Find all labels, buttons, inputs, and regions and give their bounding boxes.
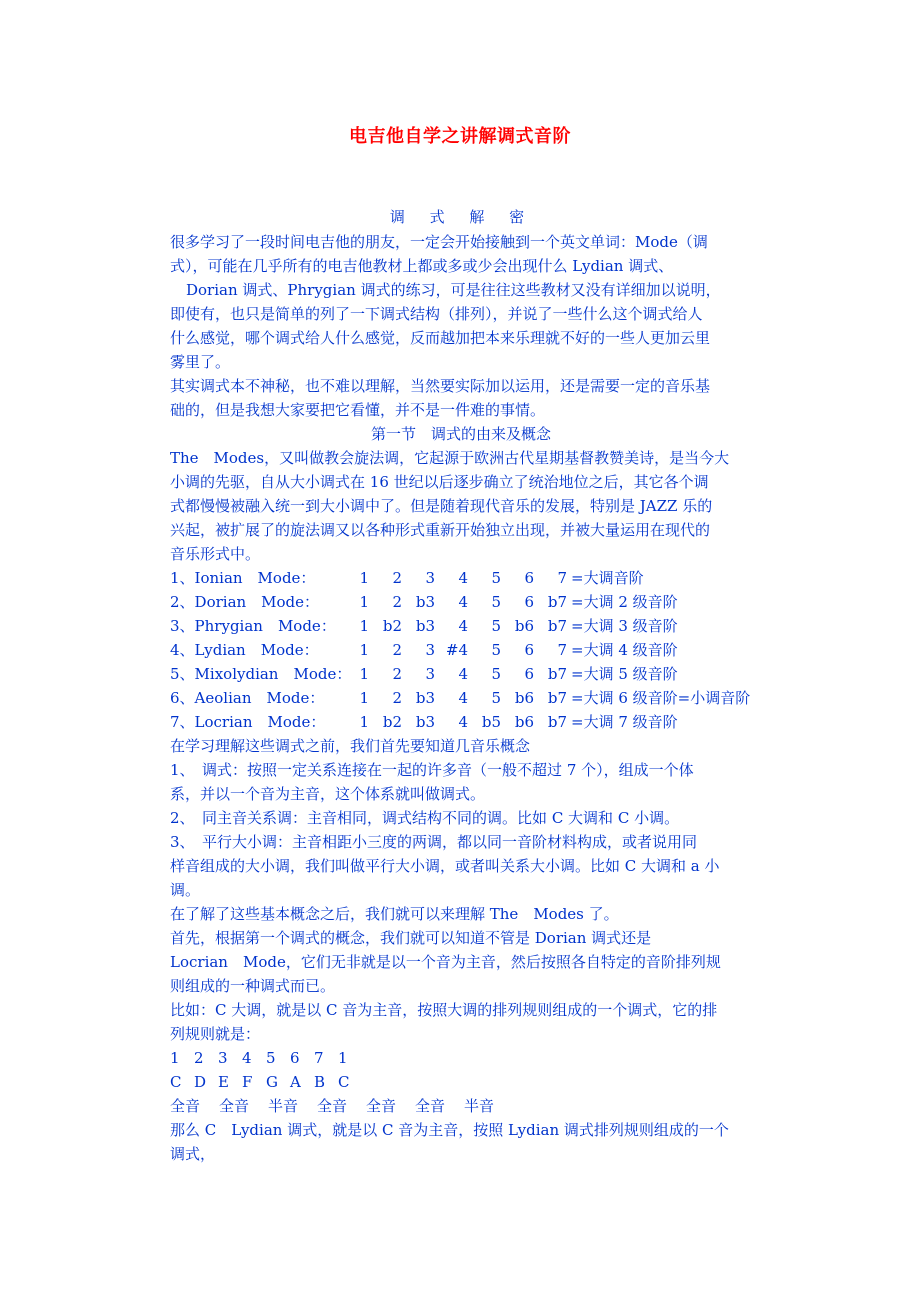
mode-note: 5: [491, 569, 501, 587]
mode-row: [170, 614, 752, 638]
mode-note: b7: [547, 689, 567, 707]
mode-note: 4: [458, 665, 468, 683]
concept-line: 系，并以一个音为主音，这个体系就叫做调式。: [170, 785, 486, 803]
mode-note: 5: [491, 641, 501, 659]
mode-note: 2: [392, 593, 402, 611]
note-letter: D: [194, 1073, 207, 1091]
mode-note: b7: [547, 665, 567, 683]
mode-note: 7: [557, 569, 567, 587]
page-title: 电吉他自学之讲解调式音阶: [349, 126, 571, 147]
mode-note: 5: [491, 689, 501, 707]
interval-step: 全音: [317, 1097, 348, 1115]
mode-note: 2: [392, 665, 402, 683]
mode-note: 4: [458, 689, 468, 707]
mode-row: [170, 662, 752, 686]
section-heading: 第一节 调式的由来及概念: [370, 425, 551, 443]
interval-step: 全音: [415, 1097, 446, 1115]
concept-line: 样音组成的大小调，我们叫做平行大小调，或者叫关系大小调。比如 C 大调和 a 小: [170, 857, 720, 875]
scale-degree: 1: [338, 1049, 348, 1067]
note-letter: A: [290, 1073, 301, 1091]
explain-line: 列规则就是：: [170, 1025, 261, 1043]
note-letter: C: [338, 1073, 350, 1091]
intro-line: 式），可能在几乎所有的电吉他教材上都或多或少会出现什么 Lydian 调式、: [170, 257, 674, 275]
mode-note: 5: [491, 593, 501, 611]
note-letter: E: [218, 1073, 229, 1091]
mode-note: 1: [359, 641, 369, 659]
mode-name: 3、Phrygian Mode：: [170, 617, 336, 635]
mode-note: 6: [524, 641, 534, 659]
mode-note: 2: [392, 569, 402, 587]
mode-list: [170, 566, 752, 734]
mode-notes: [336, 614, 567, 638]
mode-description: =大调 3 级音阶: [571, 617, 678, 635]
mode-name: 2、Dorian Mode：: [170, 593, 320, 611]
scale-degree: 6: [290, 1049, 300, 1067]
mode-row: [170, 566, 752, 590]
mode-note: 5: [491, 665, 501, 683]
mode-description: =大调 6 级音阶=小调音阶: [571, 689, 751, 707]
explain-line: Locrian Mode，它们无非就是以一个音为主音，然后按照各自特定的音阶排列规: [170, 953, 721, 971]
mode-note: b2: [382, 617, 402, 635]
interval-step: 半音: [268, 1097, 299, 1115]
explain-line: 首先，根据第一个调式的概念，我们就可以知道不管是 Dorian 调式还是: [170, 929, 652, 947]
section-line: 音乐形式中。: [170, 545, 261, 563]
mode-note: 3: [425, 569, 435, 587]
section-subtitle: 调 式 解 密: [389, 208, 531, 226]
mode-note: 1: [359, 569, 369, 587]
explain-line: 则组成的一种调式而已。: [170, 977, 336, 995]
scale-degree: 7: [314, 1049, 324, 1067]
mode-notes: [336, 710, 567, 734]
interval-step: 半音: [464, 1097, 495, 1115]
mode-note: b3: [415, 617, 435, 635]
concept-line: 2、 同主音关系调：主音相同，调式结构不同的调。比如 C 大调和 C 小调。: [170, 809, 680, 827]
mode-note: 4: [458, 617, 468, 635]
mode-notes: [336, 662, 567, 686]
note-letter: C: [170, 1073, 182, 1091]
mode-note: 3: [425, 641, 435, 659]
mode-description: =大调 2 级音阶: [571, 593, 678, 611]
mode-name: 4、Lydian Mode：: [170, 641, 319, 659]
mode-note: #4: [445, 641, 468, 659]
mode-note: 2: [392, 641, 402, 659]
mode-notes: [336, 590, 567, 614]
note-letter: F: [242, 1073, 253, 1091]
mode-description: =大调音阶: [571, 569, 644, 587]
mode-note: 2: [392, 689, 402, 707]
outro-line: 调式，: [170, 1145, 216, 1163]
mode-note: b6: [514, 617, 534, 635]
note-letter: G: [266, 1073, 278, 1091]
mode-note: 5: [491, 617, 501, 635]
scale-degree: 2: [194, 1049, 204, 1067]
mode-note: 7: [557, 641, 567, 659]
intro-line: 什么感觉，哪个调式给人什么感觉，反而越加把本来乐理就不好的一些人更加云里: [170, 329, 711, 347]
document-body: [170, 230, 752, 1166]
mode-note: 4: [458, 569, 468, 587]
section-line: 小调的先驱，自从大小调式在 16 世纪以后逐步确立了统治地位之后，其它各个调: [170, 473, 709, 491]
intro-line: 即使有，也只是简单的列了一下调式结构（排列），并说了一些什么这个调式给人: [170, 305, 703, 323]
explain-line: 比如：C 大调，就是以 C 音为主音，按照大调的排列规则组成的一个调式，它的排: [170, 1001, 718, 1019]
concepts-intro: 在学习理解这些调式之前，我们首先要知道几音乐概念: [170, 737, 531, 755]
intro-line: 础的，但是我想大家要把它看懂，并不是一件难的事情。: [170, 401, 546, 419]
explain-line: 在了解了这些基本概念之后，我们就可以来理解 The Modes 了。: [170, 905, 619, 923]
mode-note: 3: [425, 665, 435, 683]
mode-row: [170, 686, 752, 710]
intro-line: 其实调式本不神秘，也不难以理解，当然要实际加以运用，还是需要一定的音乐基: [170, 377, 711, 395]
interval-step-row: [170, 1094, 752, 1118]
note-letter: B: [314, 1073, 326, 1091]
scale-degree: 5: [266, 1049, 276, 1067]
mode-note: b3: [415, 593, 435, 611]
interval-step: 全音: [219, 1097, 250, 1115]
outro-line: 那么 C Lydian 调式，就是以 C 音为主音，按照 Lydian 调式排列规则组成的一个: [170, 1121, 729, 1139]
mode-row: [170, 710, 752, 734]
intro-line: Dorian 调式、Phrygian 调式的练习，可是往往这些教材又没有详细加以说明，: [186, 281, 721, 299]
interval-step: 全音: [170, 1097, 201, 1115]
interval-step: 全音: [366, 1097, 397, 1115]
scale-degree-row: [170, 1046, 752, 1070]
mode-note: 1: [359, 713, 369, 731]
mode-name: 6、Aeolian Mode：: [170, 689, 325, 707]
scale-degree: 1: [170, 1049, 180, 1067]
mode-note: 4: [458, 593, 468, 611]
mode-note: 1: [359, 689, 369, 707]
mode-row: [170, 590, 752, 614]
intro-line: 雾里了。: [170, 353, 231, 371]
mode-note: 1: [359, 593, 369, 611]
mode-notes: [336, 686, 567, 710]
section-line: 兴起，被扩展了的旋法调又以各种形式重新开始独立出现，并被大量运用在现代的: [170, 521, 711, 539]
mode-note: 6: [524, 665, 534, 683]
mode-description: =大调 5 级音阶: [571, 665, 678, 683]
mode-note: 4: [458, 713, 468, 731]
mode-note: 6: [524, 593, 534, 611]
mode-note: b6: [514, 689, 534, 707]
mode-note: 6: [524, 569, 534, 587]
note-letter-row: [170, 1070, 752, 1094]
scale-degree: 4: [242, 1049, 252, 1067]
mode-note: b3: [415, 713, 435, 731]
section-line: The Modes，又叫做教会旋法调，它起源于欧洲古代星期基督教赞美诗，是当今大: [170, 449, 730, 467]
mode-description: =大调 7 级音阶: [571, 713, 678, 731]
mode-row: [170, 638, 752, 662]
section-line: 式都慢慢被融入统一到大小调中了。但是随着现代音乐的发展，特别是 JAZZ 乐的: [170, 497, 713, 515]
mode-note: b3: [415, 689, 435, 707]
intro-line: 很多学习了一段时间电吉他的朋友，一定会开始接触到一个英文单词：Mode（调: [170, 233, 708, 251]
mode-note: 1: [359, 617, 369, 635]
mode-name: 5、Mixolydian Mode：: [170, 665, 352, 683]
mode-note: b7: [547, 617, 567, 635]
concept-line: 3、 平行大小调：主音相距小三度的两调，都以同一音阶材料构成，或者说用同: [170, 833, 698, 851]
mode-note: b5: [481, 713, 501, 731]
mode-note: b6: [514, 713, 534, 731]
mode-notes: [336, 566, 567, 590]
mode-note: b7: [547, 713, 567, 731]
mode-note: b7: [547, 593, 567, 611]
mode-name: 7、Locrian Mode：: [170, 713, 326, 731]
concept-line: 调。: [170, 881, 201, 899]
mode-note: b2: [382, 713, 402, 731]
mode-name: 1、Ionian Mode：: [170, 569, 316, 587]
mode-description: =大调 4 级音阶: [571, 641, 678, 659]
concept-line: 1、 调式：按照一定关系连接在一起的许多音（一般不超过 7 个），组成一个体: [170, 761, 694, 779]
mode-notes: [336, 638, 567, 662]
mode-note: 1: [359, 665, 369, 683]
scale-degree: 3: [218, 1049, 228, 1067]
